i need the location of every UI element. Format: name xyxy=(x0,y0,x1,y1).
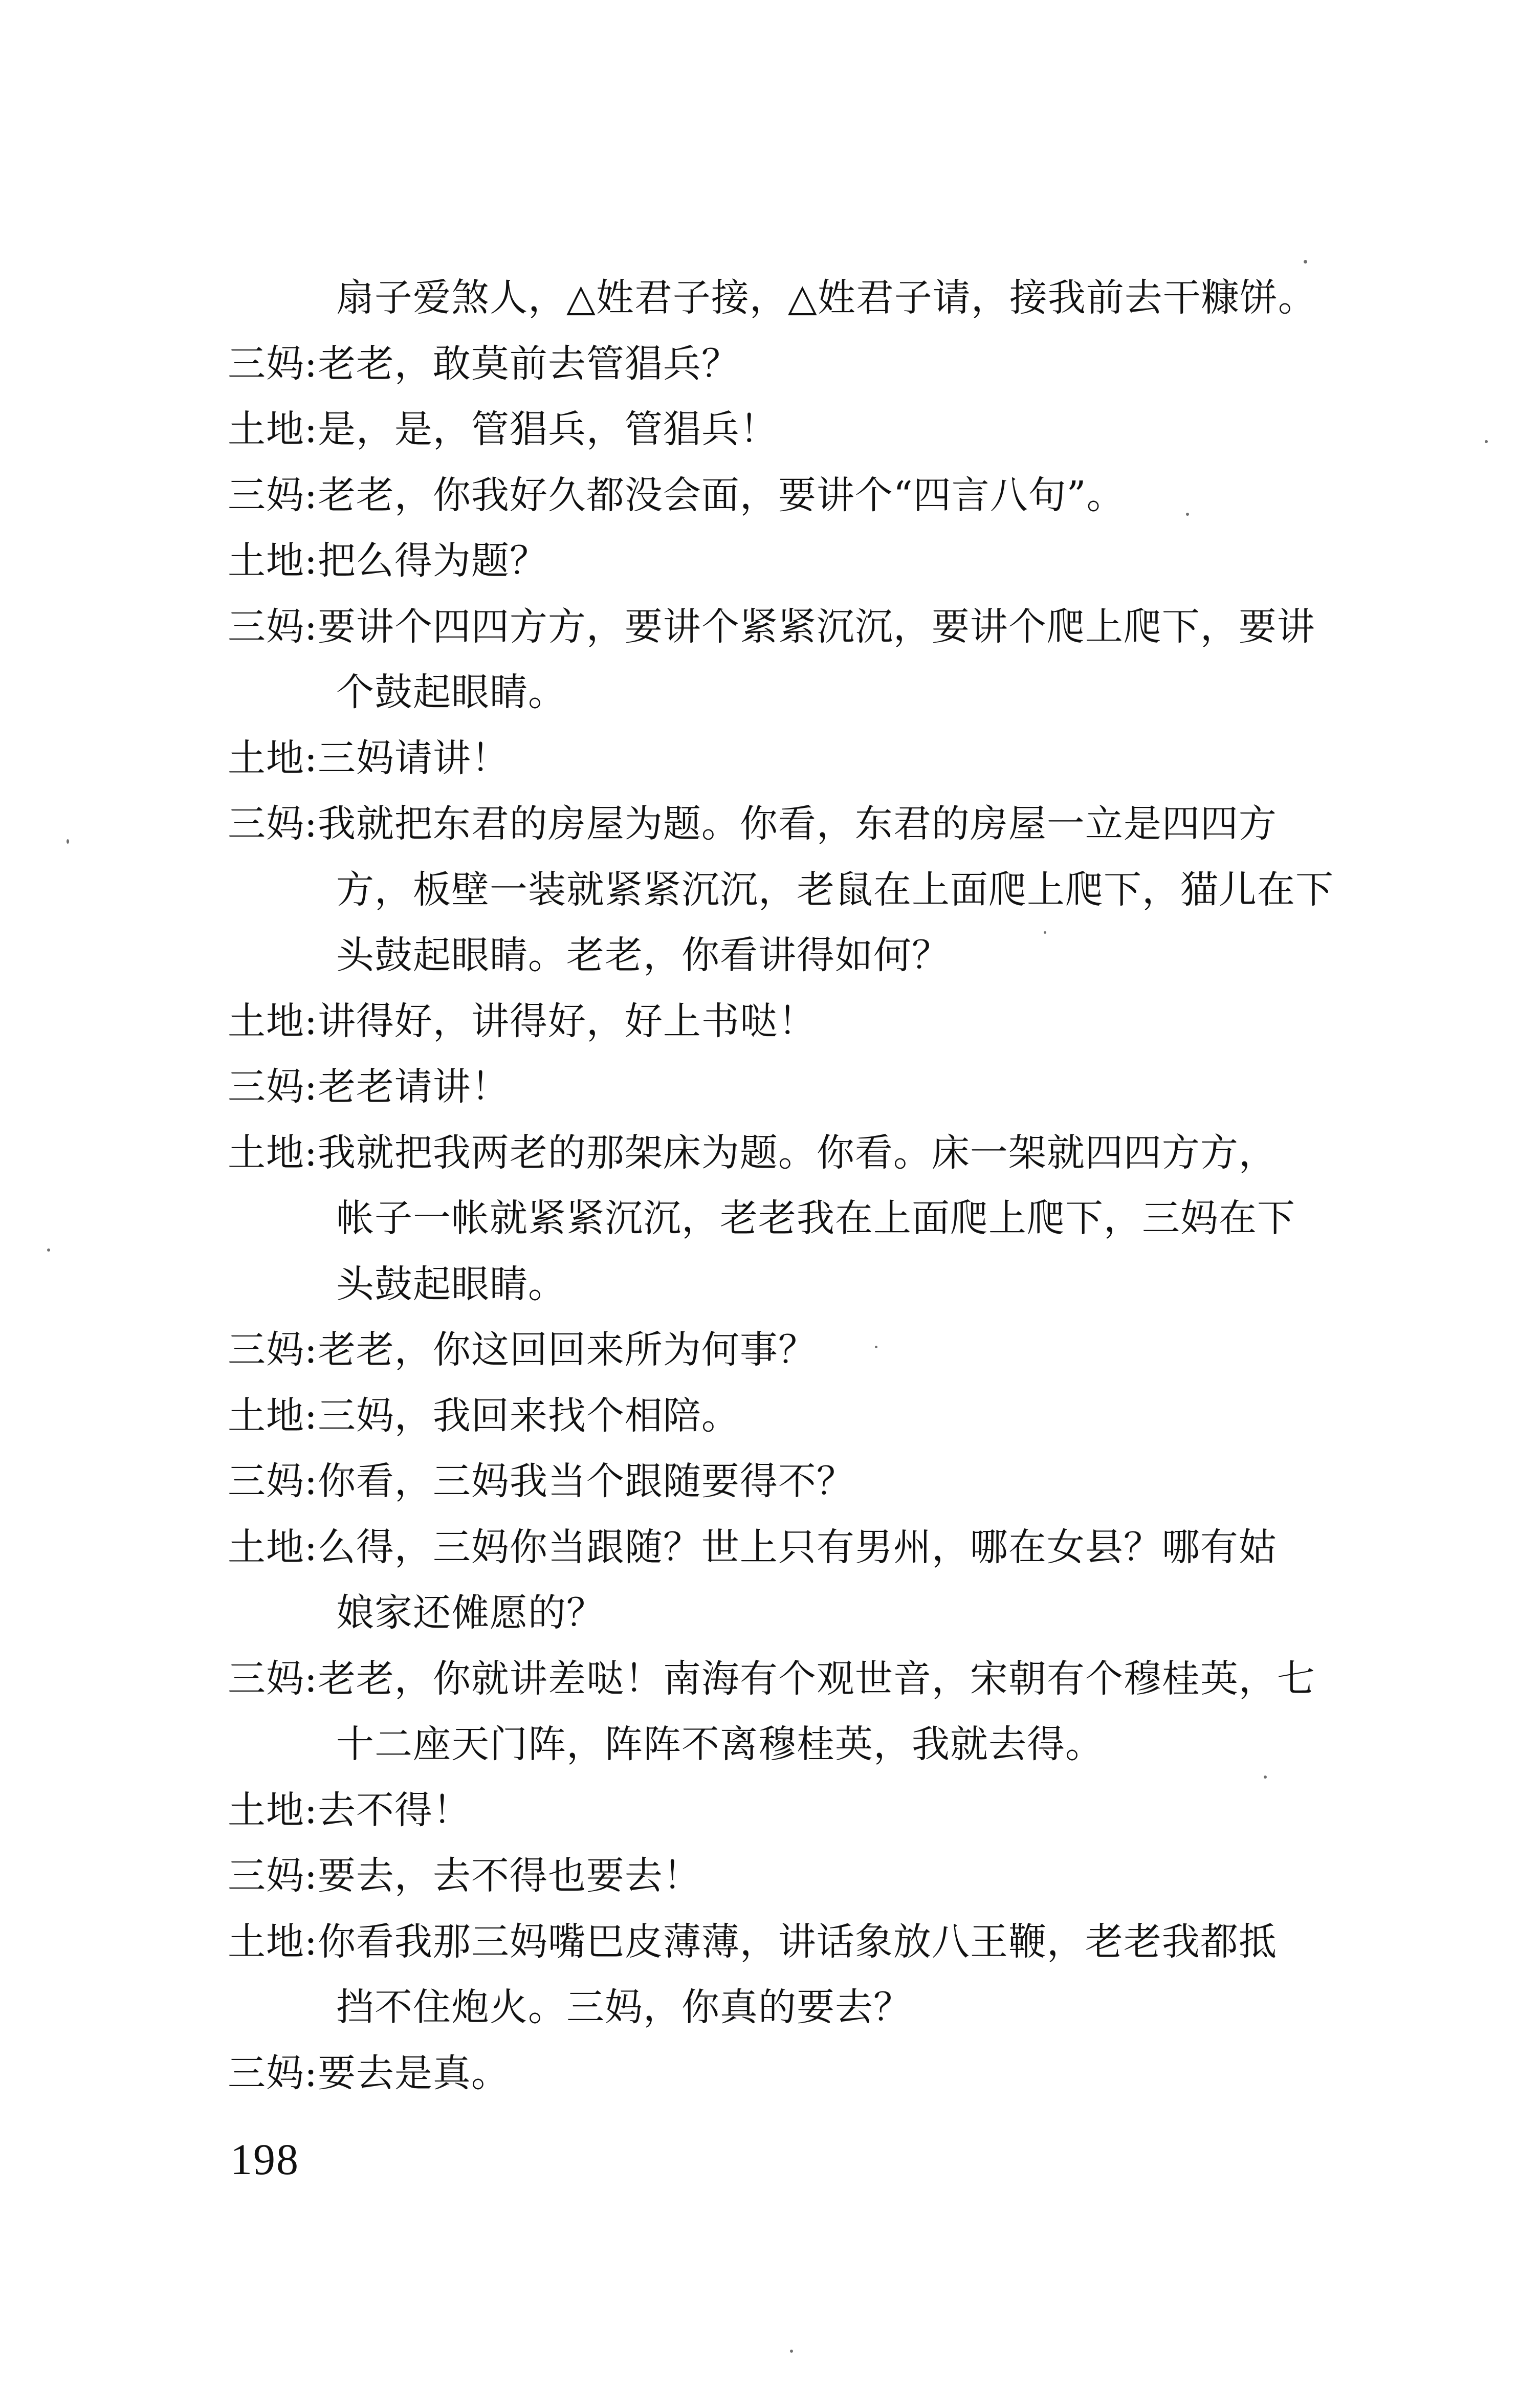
speaker-name: 三妈 xyxy=(228,473,304,517)
speaker-name: 三妈 xyxy=(228,1328,304,1372)
speech-text: 要去，去不得也要去！ xyxy=(317,1854,701,1898)
speech-text: 老老，你这回回来所为何事？ xyxy=(317,1328,817,1372)
scan-speck xyxy=(47,1248,50,1252)
speaker-separator: : xyxy=(304,1656,318,1701)
dialogue-continuation-line xyxy=(228,1712,1404,1778)
page-number: 198 xyxy=(230,2135,299,2184)
speaker-separator: : xyxy=(304,1525,318,1569)
dialogue-line xyxy=(228,1383,1404,1449)
speech-text: 你看我那三妈嘴巴皮薄薄，讲话象放八王鞭，老老我都抵 xyxy=(317,1919,1277,1964)
speech-text: 三妈请讲！ xyxy=(317,736,510,780)
speaker-name: 三妈 xyxy=(228,802,304,846)
dialogue-line xyxy=(228,1909,1404,1975)
speaker-separator: : xyxy=(304,736,318,780)
speech-text: 去不得！ xyxy=(317,1788,471,1832)
speaker-name: 三妈 xyxy=(228,1854,304,1898)
speaker-name: 土地 xyxy=(228,1919,304,1964)
script-text-block xyxy=(228,265,1404,2106)
dialogue-continuation-line xyxy=(228,1975,1404,2041)
speech-text: 把么得为题？ xyxy=(317,539,548,583)
speaker-separator: : xyxy=(304,539,318,583)
speech-text: 方，板壁一装就紧紧沉沉，老鼠在上面爬上爬下，猫儿在下 xyxy=(336,867,1334,912)
speaker-separator: : xyxy=(304,2051,318,2095)
scan-speck xyxy=(67,839,69,844)
speaker-name: 三妈 xyxy=(228,1459,304,1503)
speaker-separator: : xyxy=(304,1393,318,1438)
speech-text: 十二座天门阵，阵阵不离穆桂英，我就去得。 xyxy=(336,1722,1104,1766)
dialogue-line xyxy=(228,397,1404,463)
speaker-name: 三妈 xyxy=(228,2051,304,2095)
speaker-separator: : xyxy=(304,1854,318,1898)
dialogue-continuation-line xyxy=(228,857,1404,923)
speaker-separator: : xyxy=(304,473,318,517)
speech-text: 挡不住炮火。三妈，你真的要去？ xyxy=(336,1985,912,2029)
speech-text: 老老，你就讲差哒！南海有个观世音，宋朝有个穆桂英，七 xyxy=(317,1656,1315,1701)
speech-text: 扇子爱煞人，△姓君子接，△姓君子请，接我前去干糠饼。 xyxy=(336,276,1316,320)
dialogue-continuation-line xyxy=(228,1186,1404,1252)
speaker-name: 三妈 xyxy=(228,341,304,386)
speech-text: 讲得好，讲得好，好上书哒！ xyxy=(317,999,817,1043)
speaker-name: 土地 xyxy=(228,407,304,451)
speaker-name: 三妈 xyxy=(228,1656,304,1701)
dialogue-line xyxy=(228,331,1404,397)
speech-text: 我就把东君的房屋为题。你看，东君的房屋一立是四四方 xyxy=(317,802,1277,846)
dialogue-continuation-line xyxy=(228,923,1404,989)
speaker-separator: : xyxy=(304,341,318,386)
dialogue-continuation-line xyxy=(228,1580,1404,1646)
speaker-name: 土地 xyxy=(228,1525,304,1569)
speaker-name: 三妈 xyxy=(228,604,304,649)
dialogue-line xyxy=(228,528,1404,594)
scan-speck xyxy=(875,1346,877,1348)
speaker-separator: : xyxy=(304,1919,318,1964)
dialogue-continuation-line xyxy=(228,660,1404,726)
speaker-separator: : xyxy=(304,1459,318,1503)
speaker-name: 土地 xyxy=(228,999,304,1043)
scan-speck xyxy=(1304,260,1307,264)
speech-text: 老老，敢莫前去管猖兵？ xyxy=(317,341,740,386)
speaker-separator: : xyxy=(304,802,318,846)
speech-text: 你看，三妈我当个跟随要得不？ xyxy=(317,1459,855,1503)
speaker-name: 三妈 xyxy=(228,1065,304,1109)
dialogue-continuation-line xyxy=(228,1252,1404,1318)
speech-text: 老老请讲！ xyxy=(317,1065,510,1109)
speech-text: 个鼓起眼睛。 xyxy=(336,670,566,714)
speech-text: 么得，三妈你当跟随？世上只有男州，哪在女县？哪有姑 xyxy=(317,1525,1277,1569)
speaker-separator: : xyxy=(304,1788,318,1832)
scan-speck xyxy=(790,2350,793,2353)
speaker-separator: : xyxy=(304,1130,318,1175)
speaker-separator: : xyxy=(304,1328,318,1372)
speaker-separator: : xyxy=(304,999,318,1043)
dialogue-line xyxy=(228,463,1404,529)
speech-text: 头鼓起眼睛。老老，你看讲得如何？ xyxy=(336,933,950,977)
speaker-separator: : xyxy=(304,407,318,451)
speech-text: 帐子一帐就紧紧沉沉，老老我在上面爬上爬下，三妈在下 xyxy=(336,1196,1295,1240)
dialogue-line xyxy=(228,1778,1404,1844)
dialogue-line xyxy=(228,1317,1404,1383)
speaker-name: 土地 xyxy=(228,539,304,583)
speech-text: 老老，你我好久都没会面，要讲个“四言八句”。 xyxy=(317,473,1125,517)
scan-speck xyxy=(1264,1776,1267,1779)
dialogue-continuation-line xyxy=(228,265,1404,331)
speaker-name: 土地 xyxy=(228,1788,304,1832)
speaker-name: 土地 xyxy=(228,1130,304,1175)
dialogue-line xyxy=(228,2041,1404,2107)
speaker-separator: : xyxy=(304,1065,318,1109)
dialogue-line xyxy=(228,989,1404,1055)
speech-text: 要去是真。 xyxy=(317,2051,510,2095)
scan-speck xyxy=(1044,931,1046,934)
speaker-name: 土地 xyxy=(228,736,304,780)
speech-text: 三妈，我回来找个相陪。 xyxy=(317,1393,740,1438)
dialogue-line xyxy=(228,1449,1404,1515)
dialogue-line xyxy=(228,1120,1404,1186)
dialogue-line xyxy=(228,1843,1404,1909)
scan-speck xyxy=(1485,440,1488,443)
speaker-separator: : xyxy=(304,604,318,649)
dialogue-line xyxy=(228,1515,1404,1581)
speech-text: 头鼓起眼睛。 xyxy=(336,1262,566,1306)
dialogue-line xyxy=(228,1054,1404,1120)
speech-text: 我就把我两老的那架床为题。你看。床一架就四四方方， xyxy=(317,1130,1277,1175)
speech-text: 娘家还傩愿的？ xyxy=(336,1591,605,1635)
dialogue-line xyxy=(228,594,1404,660)
dialogue-line xyxy=(228,1646,1404,1712)
dialogue-line xyxy=(228,726,1404,792)
dialogue-line xyxy=(228,791,1404,857)
speech-text: 要讲个四四方方，要讲个紧紧沉沉，要讲个爬上爬下，要讲 xyxy=(317,604,1315,649)
speaker-name: 土地 xyxy=(228,1393,304,1438)
speech-text: 是，是，管猖兵，管猖兵！ xyxy=(317,407,778,451)
scan-speck xyxy=(1186,513,1189,516)
